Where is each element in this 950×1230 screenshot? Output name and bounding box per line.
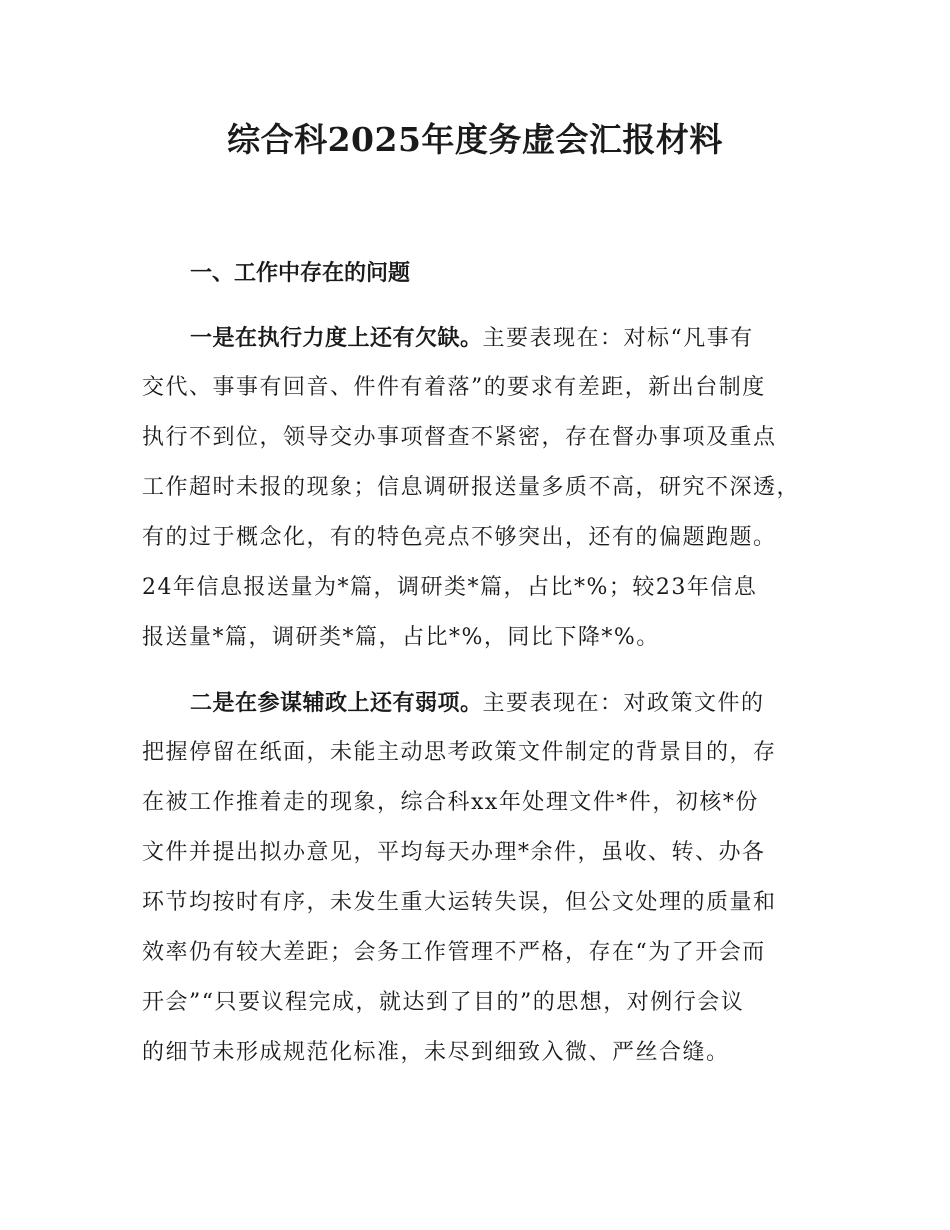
document-title: 综合科2025年度务虚会汇报材料 xyxy=(227,120,723,159)
section-heading-problems: 一、工作中存在的问题 xyxy=(190,260,411,286)
paragraph-line: 的细节未形成规范化标准，未尽到细致入微、严丝合缝。 xyxy=(142,1040,730,1065)
paragraph-lead: 一是在执行力度上还有欠缺。 xyxy=(190,325,483,351)
paragraph-line: 交代、事事有回音、件件有着落”的要求有差距，新出台制度 xyxy=(142,375,766,400)
paragraph-lead: 二是在参谋辅政上还有弱项。 xyxy=(190,690,483,716)
paragraph-line: 工作超时未报的现象；信息调研报送量多质不高，研究不深透， xyxy=(142,475,801,500)
paragraph-text: 主要表现在：对政策文件的 xyxy=(482,691,765,716)
paragraph-line: 执行不到位，领导交办事项督查不紧密，存在督办事项及重点 xyxy=(142,425,777,450)
paragraph-line: 文件并提出拟办意见，平均每天办理*余件，虽收、转、办各 xyxy=(142,840,766,865)
paragraph-line xyxy=(190,320,754,357)
paragraph-line: 在被工作推着走的现象，综合科xx年处理文件*件，初核*份 xyxy=(142,790,759,815)
paragraph-line: 24年信息报送量为*篇，调研类*篇，占比*%；较23年信息 xyxy=(142,575,758,600)
paragraph-line: 开会”“只要议程完成，就达到了目的”的思想，对例行会议 xyxy=(142,990,745,1015)
paragraph-line: 报送量*篇，调研类*篇，占比*%，同比下降*%。 xyxy=(142,625,660,650)
paragraph-text: 主要表现在：对标“凡事有 xyxy=(482,326,754,351)
paragraph-line: 环节均按时有序，未发生重大运转失误，但公文处理的质量和 xyxy=(142,890,777,915)
paragraph-line: 效率仍有较大差距；会务工作管理不严格，存在“为了开会而 xyxy=(142,940,766,965)
paragraph-line xyxy=(190,685,765,722)
paragraph-line: 有的过于概念化，有的特色亮点不够突出，还有的偏题跑题。 xyxy=(142,525,777,550)
paragraph-line: 把握停留在纸面，未能主动思考政策文件制定的背景目的，存 xyxy=(142,740,777,765)
